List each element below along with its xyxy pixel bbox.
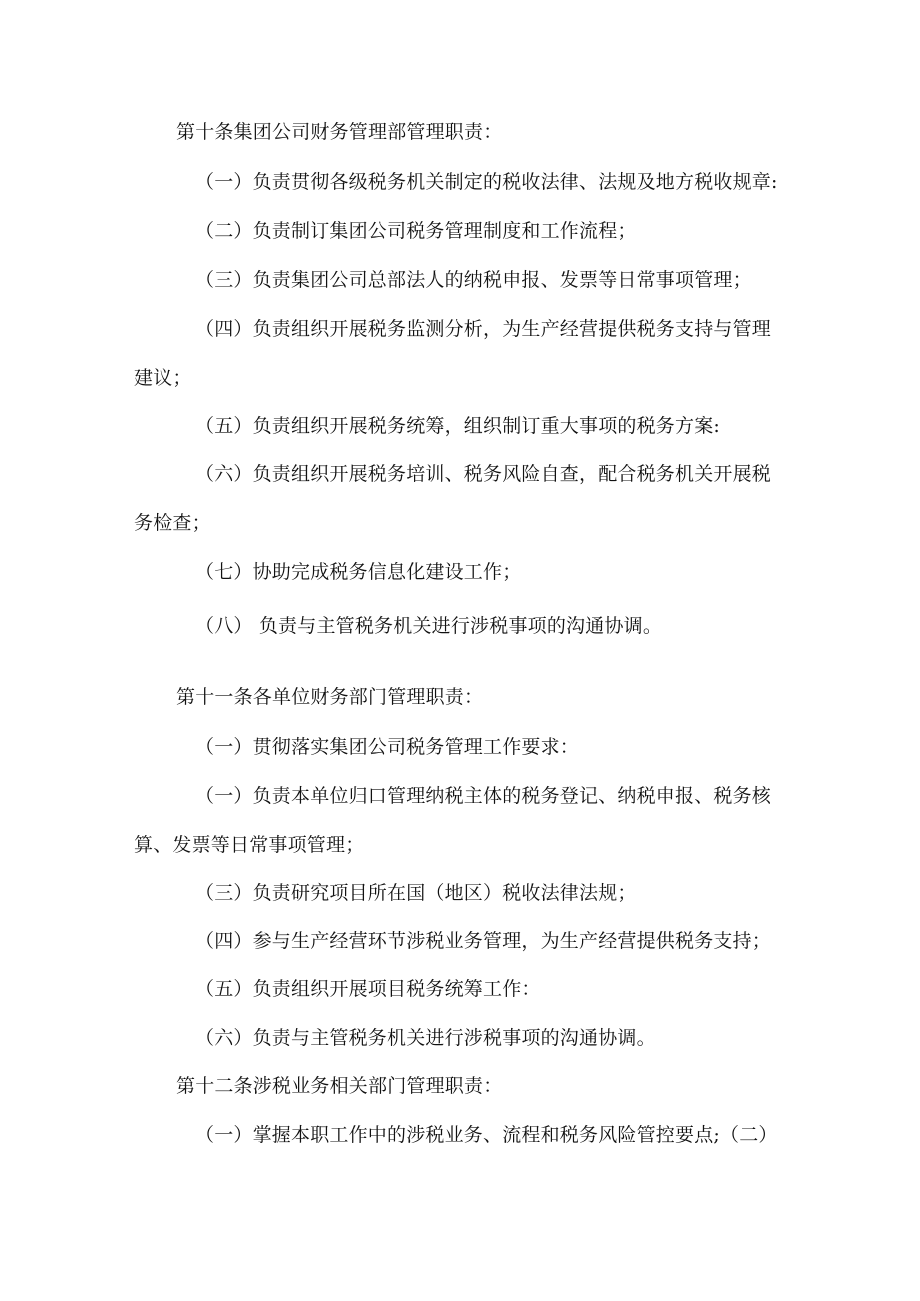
article-11-item-2-continued: 算、发票等日常事项管理；	[134, 834, 365, 856]
article-10-item-8: （八） 负责与主管税务机关进行涉税事项的沟通协调。	[195, 615, 663, 637]
article-10-heading: 第十条集团公司财务管理部管理职责：	[176, 121, 503, 143]
article-11-item-6: （六）负责与主管税务机关进行涉税事项的沟通协调。	[195, 1027, 656, 1049]
article-11-item-4: （四）参与生产经营环节涉税业务管理，为生产经营提供税务支持；	[195, 930, 772, 952]
article-11-item-1: （一）贯彻落实集团公司税务管理工作要求：	[195, 736, 580, 758]
article-12-heading: 第十二条涉税业务相关部门管理职责：	[176, 1075, 503, 1097]
article-10-item-5: （五）负责组织开展税务统筹，组织制订重大事项的税务方案:	[195, 415, 721, 437]
article-10-item-2: （二）负责制订集团公司税务管理制度和工作流程；	[195, 220, 637, 242]
article-11-item-5: （五）负责组织开展项目税务统筹工作：	[195, 978, 541, 1000]
article-11-item-2: （一）负责本单位归口管理纳税主体的税务登记、纳税申报、税务核	[195, 785, 772, 807]
article-10-item-4: （四）负责组织开展税务监测分析，为生产经营提供税务支持与管理	[195, 318, 772, 340]
article-11-item-3: （三）负责研究项目所在国（地区）税收法律法规；	[195, 882, 637, 904]
article-11-heading: 第十一条各单位财务部门管理职责：	[176, 686, 484, 708]
article-10-item-6: （六）负责组织开展税务培训、税务风险自查，配合税务机关开展税	[195, 463, 772, 485]
article-10-item-3: （三）负责集团公司总部法人的纳税申报、发票等日常事项管理；	[195, 269, 752, 291]
article-10-item-1: （一）负责贯彻各级税务机关制定的税收法律、法规及地方税收规章:	[195, 171, 778, 193]
article-10-item-7: （七）协助完成税务信息化建设工作；	[195, 561, 522, 583]
article-10-item-6-continued: 务检查；	[134, 512, 211, 534]
article-12-item-1: （一）掌握本职工作中的涉税业务、流程和税务风险管控要点;（二）	[195, 1124, 778, 1146]
article-10-item-4-continued: 建议；	[134, 367, 192, 389]
